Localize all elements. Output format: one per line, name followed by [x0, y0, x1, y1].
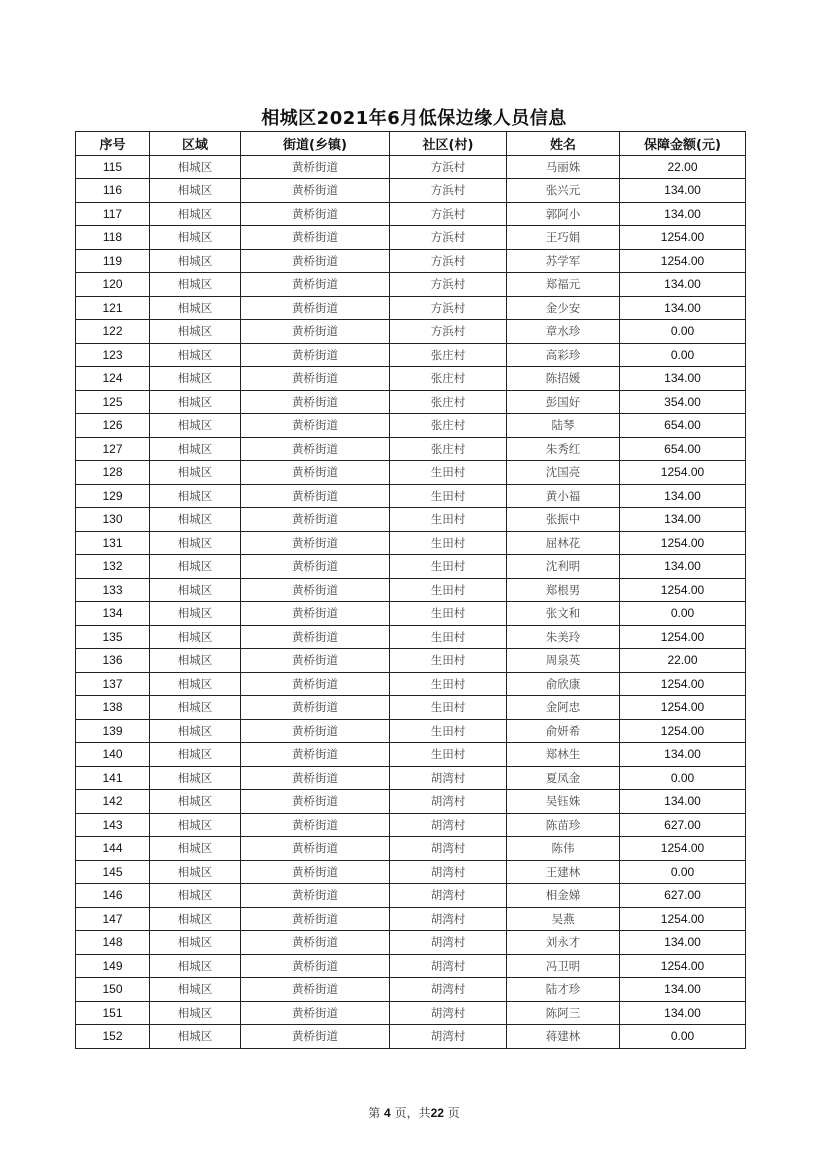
cell-amount: 134.00: [620, 508, 746, 532]
cell-index: 134: [76, 602, 150, 626]
cell-street: 黄桥街道: [241, 202, 390, 226]
cell-name: 张振中: [507, 508, 620, 532]
cell-name: 郑福元: [507, 273, 620, 297]
cell-index: 145: [76, 860, 150, 884]
cell-region: 相城区: [150, 296, 241, 320]
cell-amount: 1254.00: [620, 625, 746, 649]
cell-community: 生田村: [390, 484, 507, 508]
cell-name: 黄小福: [507, 484, 620, 508]
footer-prefix: 第: [368, 1106, 381, 1120]
cell-community: 生田村: [390, 578, 507, 602]
cell-street: 黄桥街道: [241, 813, 390, 837]
cell-index: 151: [76, 1001, 150, 1025]
cell-region: 相城区: [150, 484, 241, 508]
cell-name: 夏凤金: [507, 766, 620, 790]
cell-community: 生田村: [390, 743, 507, 767]
table-row: [76, 884, 746, 908]
cell-name: 金少安: [507, 296, 620, 320]
cell-street: 黄桥街道: [241, 602, 390, 626]
cell-index: 129: [76, 484, 150, 508]
cell-street: 黄桥街道: [241, 1025, 390, 1049]
cell-community: 方浜村: [390, 202, 507, 226]
cell-name: 俞欣康: [507, 672, 620, 696]
cell-community: 张庄村: [390, 414, 507, 438]
cell-amount: 0.00: [620, 602, 746, 626]
cell-community: 方浜村: [390, 273, 507, 297]
cell-street: 黄桥街道: [241, 931, 390, 955]
cell-street: 黄桥街道: [241, 508, 390, 532]
cell-community: 方浜村: [390, 226, 507, 250]
cell-amount: 1254.00: [620, 531, 746, 555]
cell-street: 黄桥街道: [241, 249, 390, 273]
cell-name: 张文和: [507, 602, 620, 626]
cell-street: 黄桥街道: [241, 790, 390, 814]
cell-street: 黄桥街道: [241, 367, 390, 391]
cell-name: 陈伟: [507, 837, 620, 861]
cell-region: 相城区: [150, 978, 241, 1002]
cell-community: 生田村: [390, 625, 507, 649]
cell-index: 146: [76, 884, 150, 908]
cell-street: 黄桥街道: [241, 437, 390, 461]
cell-name: 周泉英: [507, 649, 620, 673]
cell-community: 生田村: [390, 649, 507, 673]
cell-name: 朱秀红: [507, 437, 620, 461]
cell-amount: 134.00: [620, 931, 746, 955]
cell-region: 相城区: [150, 1025, 241, 1049]
cell-name: 相金娣: [507, 884, 620, 908]
cell-region: 相城区: [150, 437, 241, 461]
table-row: [76, 273, 746, 297]
cell-amount: 1254.00: [620, 954, 746, 978]
cell-region: 相城区: [150, 884, 241, 908]
cell-name: 蒋建林: [507, 1025, 620, 1049]
cell-region: 相城区: [150, 508, 241, 532]
cell-street: 黄桥街道: [241, 766, 390, 790]
cell-street: 黄桥街道: [241, 155, 390, 179]
cell-amount: 22.00: [620, 155, 746, 179]
cell-region: 相城区: [150, 343, 241, 367]
cell-street: 黄桥街道: [241, 978, 390, 1002]
cell-street: 黄桥街道: [241, 743, 390, 767]
cell-index: 126: [76, 414, 150, 438]
cell-amount: 134.00: [620, 1001, 746, 1025]
cell-region: 相城区: [150, 226, 241, 250]
cell-index: 143: [76, 813, 150, 837]
table-row: [76, 837, 746, 861]
cell-community: 胡湾村: [390, 860, 507, 884]
cell-amount: 0.00: [620, 320, 746, 344]
cell-region: 相城区: [150, 202, 241, 226]
cell-amount: 134.00: [620, 978, 746, 1002]
cell-name: 刘永才: [507, 931, 620, 955]
table-row: [76, 249, 746, 273]
cell-index: 115: [76, 155, 150, 179]
cell-amount: 0.00: [620, 766, 746, 790]
cell-community: 胡湾村: [390, 907, 507, 931]
cell-street: 黄桥街道: [241, 625, 390, 649]
cell-name: 彭国好: [507, 390, 620, 414]
cell-amount: 1254.00: [620, 578, 746, 602]
cell-name: 陈阿三: [507, 1001, 620, 1025]
cell-community: 生田村: [390, 696, 507, 720]
cell-street: 黄桥街道: [241, 954, 390, 978]
cell-community: 胡湾村: [390, 813, 507, 837]
cell-region: 相城区: [150, 367, 241, 391]
cell-name: 吴钰姝: [507, 790, 620, 814]
cell-region: 相城区: [150, 320, 241, 344]
cell-street: 黄桥街道: [241, 649, 390, 673]
cell-street: 黄桥街道: [241, 179, 390, 203]
cell-amount: 22.00: [620, 649, 746, 673]
cell-index: 149: [76, 954, 150, 978]
cell-community: 方浜村: [390, 296, 507, 320]
cell-street: 黄桥街道: [241, 461, 390, 485]
table-row: [76, 907, 746, 931]
cell-index: 130: [76, 508, 150, 532]
cell-amount: 134.00: [620, 179, 746, 203]
cell-street: 黄桥街道: [241, 343, 390, 367]
cell-index: 137: [76, 672, 150, 696]
cell-community: 方浜村: [390, 249, 507, 273]
cell-name: 章水珍: [507, 320, 620, 344]
cell-community: 胡湾村: [390, 1001, 507, 1025]
cell-region: 相城区: [150, 672, 241, 696]
cell-community: 方浜村: [390, 179, 507, 203]
cell-street: 黄桥街道: [241, 719, 390, 743]
cell-index: 119: [76, 249, 150, 273]
table-row: [76, 1001, 746, 1025]
table-row: [76, 743, 746, 767]
cell-street: 黄桥街道: [241, 484, 390, 508]
cell-name: 屈林花: [507, 531, 620, 555]
cell-name: 陈苗珍: [507, 813, 620, 837]
cell-index: 118: [76, 226, 150, 250]
cell-name: 吴燕: [507, 907, 620, 931]
table-row: [76, 578, 746, 602]
cell-index: 123: [76, 343, 150, 367]
table-row: [76, 202, 746, 226]
cell-name: 王建林: [507, 860, 620, 884]
cell-amount: 1254.00: [620, 461, 746, 485]
cell-community: 胡湾村: [390, 931, 507, 955]
table-row: [76, 508, 746, 532]
cell-amount: 1254.00: [620, 696, 746, 720]
cell-community: 方浜村: [390, 155, 507, 179]
cell-community: 胡湾村: [390, 766, 507, 790]
cell-name: 王巧娟: [507, 226, 620, 250]
cell-region: 相城区: [150, 249, 241, 273]
table-row: [76, 555, 746, 579]
cell-index: 117: [76, 202, 150, 226]
table-row: [76, 625, 746, 649]
cell-region: 相城区: [150, 273, 241, 297]
cell-region: 相城区: [150, 907, 241, 931]
cell-amount: 134.00: [620, 484, 746, 508]
cell-region: 相城区: [150, 179, 241, 203]
cell-street: 黄桥街道: [241, 837, 390, 861]
cell-community: 张庄村: [390, 343, 507, 367]
table-row: [76, 649, 746, 673]
table-row: [76, 320, 746, 344]
table-row: [76, 719, 746, 743]
column-header-street: 街道(乡镇): [241, 132, 390, 156]
cell-community: 生田村: [390, 555, 507, 579]
cell-amount: 134.00: [620, 296, 746, 320]
cell-street: 黄桥街道: [241, 531, 390, 555]
cell-index: 150: [76, 978, 150, 1002]
cell-index: 138: [76, 696, 150, 720]
cell-street: 黄桥街道: [241, 390, 390, 414]
cell-index: 140: [76, 743, 150, 767]
table-header-row: [76, 132, 746, 156]
cell-street: 黄桥街道: [241, 696, 390, 720]
cell-region: 相城区: [150, 1001, 241, 1025]
table-row: [76, 531, 746, 555]
cell-street: 黄桥街道: [241, 1001, 390, 1025]
column-header-region: 区域: [150, 132, 241, 156]
table-row: [76, 484, 746, 508]
cell-index: 141: [76, 766, 150, 790]
cell-community: 胡湾村: [390, 954, 507, 978]
cell-index: 147: [76, 907, 150, 931]
cell-index: 121: [76, 296, 150, 320]
cell-index: 127: [76, 437, 150, 461]
cell-community: 张庄村: [390, 437, 507, 461]
cell-region: 相城区: [150, 954, 241, 978]
cell-community: 张庄村: [390, 390, 507, 414]
cell-region: 相城区: [150, 719, 241, 743]
cell-region: 相城区: [150, 555, 241, 579]
cell-amount: 1254.00: [620, 907, 746, 931]
cell-name: 马丽姝: [507, 155, 620, 179]
cell-amount: 134.00: [620, 273, 746, 297]
data-table: [75, 131, 746, 1049]
cell-region: 相城区: [150, 813, 241, 837]
cell-index: 116: [76, 179, 150, 203]
cell-amount: 1254.00: [620, 719, 746, 743]
table-row: [76, 931, 746, 955]
table-row: [76, 978, 746, 1002]
cell-community: 胡湾村: [390, 978, 507, 1002]
cell-street: 黄桥街道: [241, 555, 390, 579]
table-row: [76, 179, 746, 203]
column-header-name: 姓名: [507, 132, 620, 156]
cell-amount: 354.00: [620, 390, 746, 414]
table-row: [76, 155, 746, 179]
cell-street: 黄桥街道: [241, 226, 390, 250]
table-row: [76, 461, 746, 485]
cell-region: 相城区: [150, 766, 241, 790]
cell-index: 133: [76, 578, 150, 602]
cell-name: 沈国亮: [507, 461, 620, 485]
cell-index: 125: [76, 390, 150, 414]
cell-index: 144: [76, 837, 150, 861]
cell-name: 陆才珍: [507, 978, 620, 1002]
cell-region: 相城区: [150, 531, 241, 555]
cell-community: 胡湾村: [390, 790, 507, 814]
cell-index: 136: [76, 649, 150, 673]
cell-region: 相城区: [150, 860, 241, 884]
cell-index: 135: [76, 625, 150, 649]
cell-community: 生田村: [390, 672, 507, 696]
cell-region: 相城区: [150, 649, 241, 673]
cell-region: 相城区: [150, 837, 241, 861]
table-row: [76, 390, 746, 414]
table-row: [76, 860, 746, 884]
cell-region: 相城区: [150, 155, 241, 179]
cell-community: 胡湾村: [390, 837, 507, 861]
table-row: [76, 790, 746, 814]
cell-street: 黄桥街道: [241, 414, 390, 438]
table-body: [76, 155, 746, 1048]
cell-name: 陆琴: [507, 414, 620, 438]
cell-community: 生田村: [390, 602, 507, 626]
cell-region: 相城区: [150, 390, 241, 414]
table-row: [76, 602, 746, 626]
column-header-index: 序号: [76, 132, 150, 156]
cell-index: 124: [76, 367, 150, 391]
cell-amount: 0.00: [620, 343, 746, 367]
cell-amount: 627.00: [620, 813, 746, 837]
cell-region: 相城区: [150, 625, 241, 649]
cell-name: 俞妍希: [507, 719, 620, 743]
table-row: [76, 696, 746, 720]
cell-street: 黄桥街道: [241, 860, 390, 884]
table-row: [76, 226, 746, 250]
cell-name: 高彩珍: [507, 343, 620, 367]
cell-region: 相城区: [150, 461, 241, 485]
cell-name: 郑林生: [507, 743, 620, 767]
cell-region: 相城区: [150, 696, 241, 720]
table-row: [76, 672, 746, 696]
cell-index: 139: [76, 719, 150, 743]
cell-amount: 1254.00: [620, 837, 746, 861]
cell-index: 152: [76, 1025, 150, 1049]
total-pages-number: 22: [430, 1106, 444, 1120]
cell-community: 张庄村: [390, 367, 507, 391]
cell-name: 陈招媛: [507, 367, 620, 391]
cell-street: 黄桥街道: [241, 320, 390, 344]
table-row: [76, 954, 746, 978]
table-row: [76, 367, 746, 391]
cell-amount: 627.00: [620, 884, 746, 908]
cell-index: 148: [76, 931, 150, 955]
cell-street: 黄桥街道: [241, 907, 390, 931]
cell-street: 黄桥街道: [241, 273, 390, 297]
cell-name: 朱美玲: [507, 625, 620, 649]
cell-street: 黄桥街道: [241, 672, 390, 696]
cell-name: 郭阿小: [507, 202, 620, 226]
cell-street: 黄桥街道: [241, 296, 390, 320]
cell-amount: 1254.00: [620, 226, 746, 250]
cell-index: 142: [76, 790, 150, 814]
table-row: [76, 437, 746, 461]
cell-index: 131: [76, 531, 150, 555]
cell-name: 郑根男: [507, 578, 620, 602]
cell-region: 相城区: [150, 414, 241, 438]
cell-community: 生田村: [390, 531, 507, 555]
cell-community: 生田村: [390, 461, 507, 485]
cell-amount: 134.00: [620, 743, 746, 767]
cell-region: 相城区: [150, 578, 241, 602]
cell-community: 生田村: [390, 719, 507, 743]
cell-index: 128: [76, 461, 150, 485]
current-page-number: 4: [384, 1106, 391, 1120]
cell-region: 相城区: [150, 602, 241, 626]
cell-region: 相城区: [150, 743, 241, 767]
cell-amount: 134.00: [620, 202, 746, 226]
cell-name: 张兴元: [507, 179, 620, 203]
cell-amount: 134.00: [620, 555, 746, 579]
table-row: [76, 414, 746, 438]
cell-amount: 134.00: [620, 367, 746, 391]
cell-community: 方浜村: [390, 320, 507, 344]
table-row: [76, 296, 746, 320]
cell-amount: 0.00: [620, 860, 746, 884]
document-title: 相城区2021年6月低保边缘人员信息: [261, 108, 567, 129]
cell-community: 胡湾村: [390, 1025, 507, 1049]
table-row: [76, 343, 746, 367]
cell-amount: 654.00: [620, 437, 746, 461]
column-header-amount: 保障金额(元): [620, 132, 746, 156]
cell-amount: 134.00: [620, 790, 746, 814]
cell-index: 122: [76, 320, 150, 344]
cell-street: 黄桥街道: [241, 884, 390, 908]
cell-amount: 1254.00: [620, 249, 746, 273]
cell-amount: 1254.00: [620, 672, 746, 696]
column-header-community: 社区(村): [390, 132, 507, 156]
cell-index: 132: [76, 555, 150, 579]
page-footer: [0, 1104, 828, 1121]
cell-community: 胡湾村: [390, 884, 507, 908]
cell-amount: 0.00: [620, 1025, 746, 1049]
table-row: [76, 813, 746, 837]
footer-middle: 页，共: [394, 1106, 431, 1120]
cell-community: 生田村: [390, 508, 507, 532]
cell-street: 黄桥街道: [241, 578, 390, 602]
cell-name: 苏学军: [507, 249, 620, 273]
table-row: [76, 1025, 746, 1049]
cell-name: 冯卫明: [507, 954, 620, 978]
table-row: [76, 766, 746, 790]
cell-amount: 654.00: [620, 414, 746, 438]
cell-name: 金阿忠: [507, 696, 620, 720]
cell-region: 相城区: [150, 790, 241, 814]
cell-index: 120: [76, 273, 150, 297]
cell-name: 沈利明: [507, 555, 620, 579]
cell-region: 相城区: [150, 931, 241, 955]
footer-suffix: 页: [447, 1106, 460, 1120]
